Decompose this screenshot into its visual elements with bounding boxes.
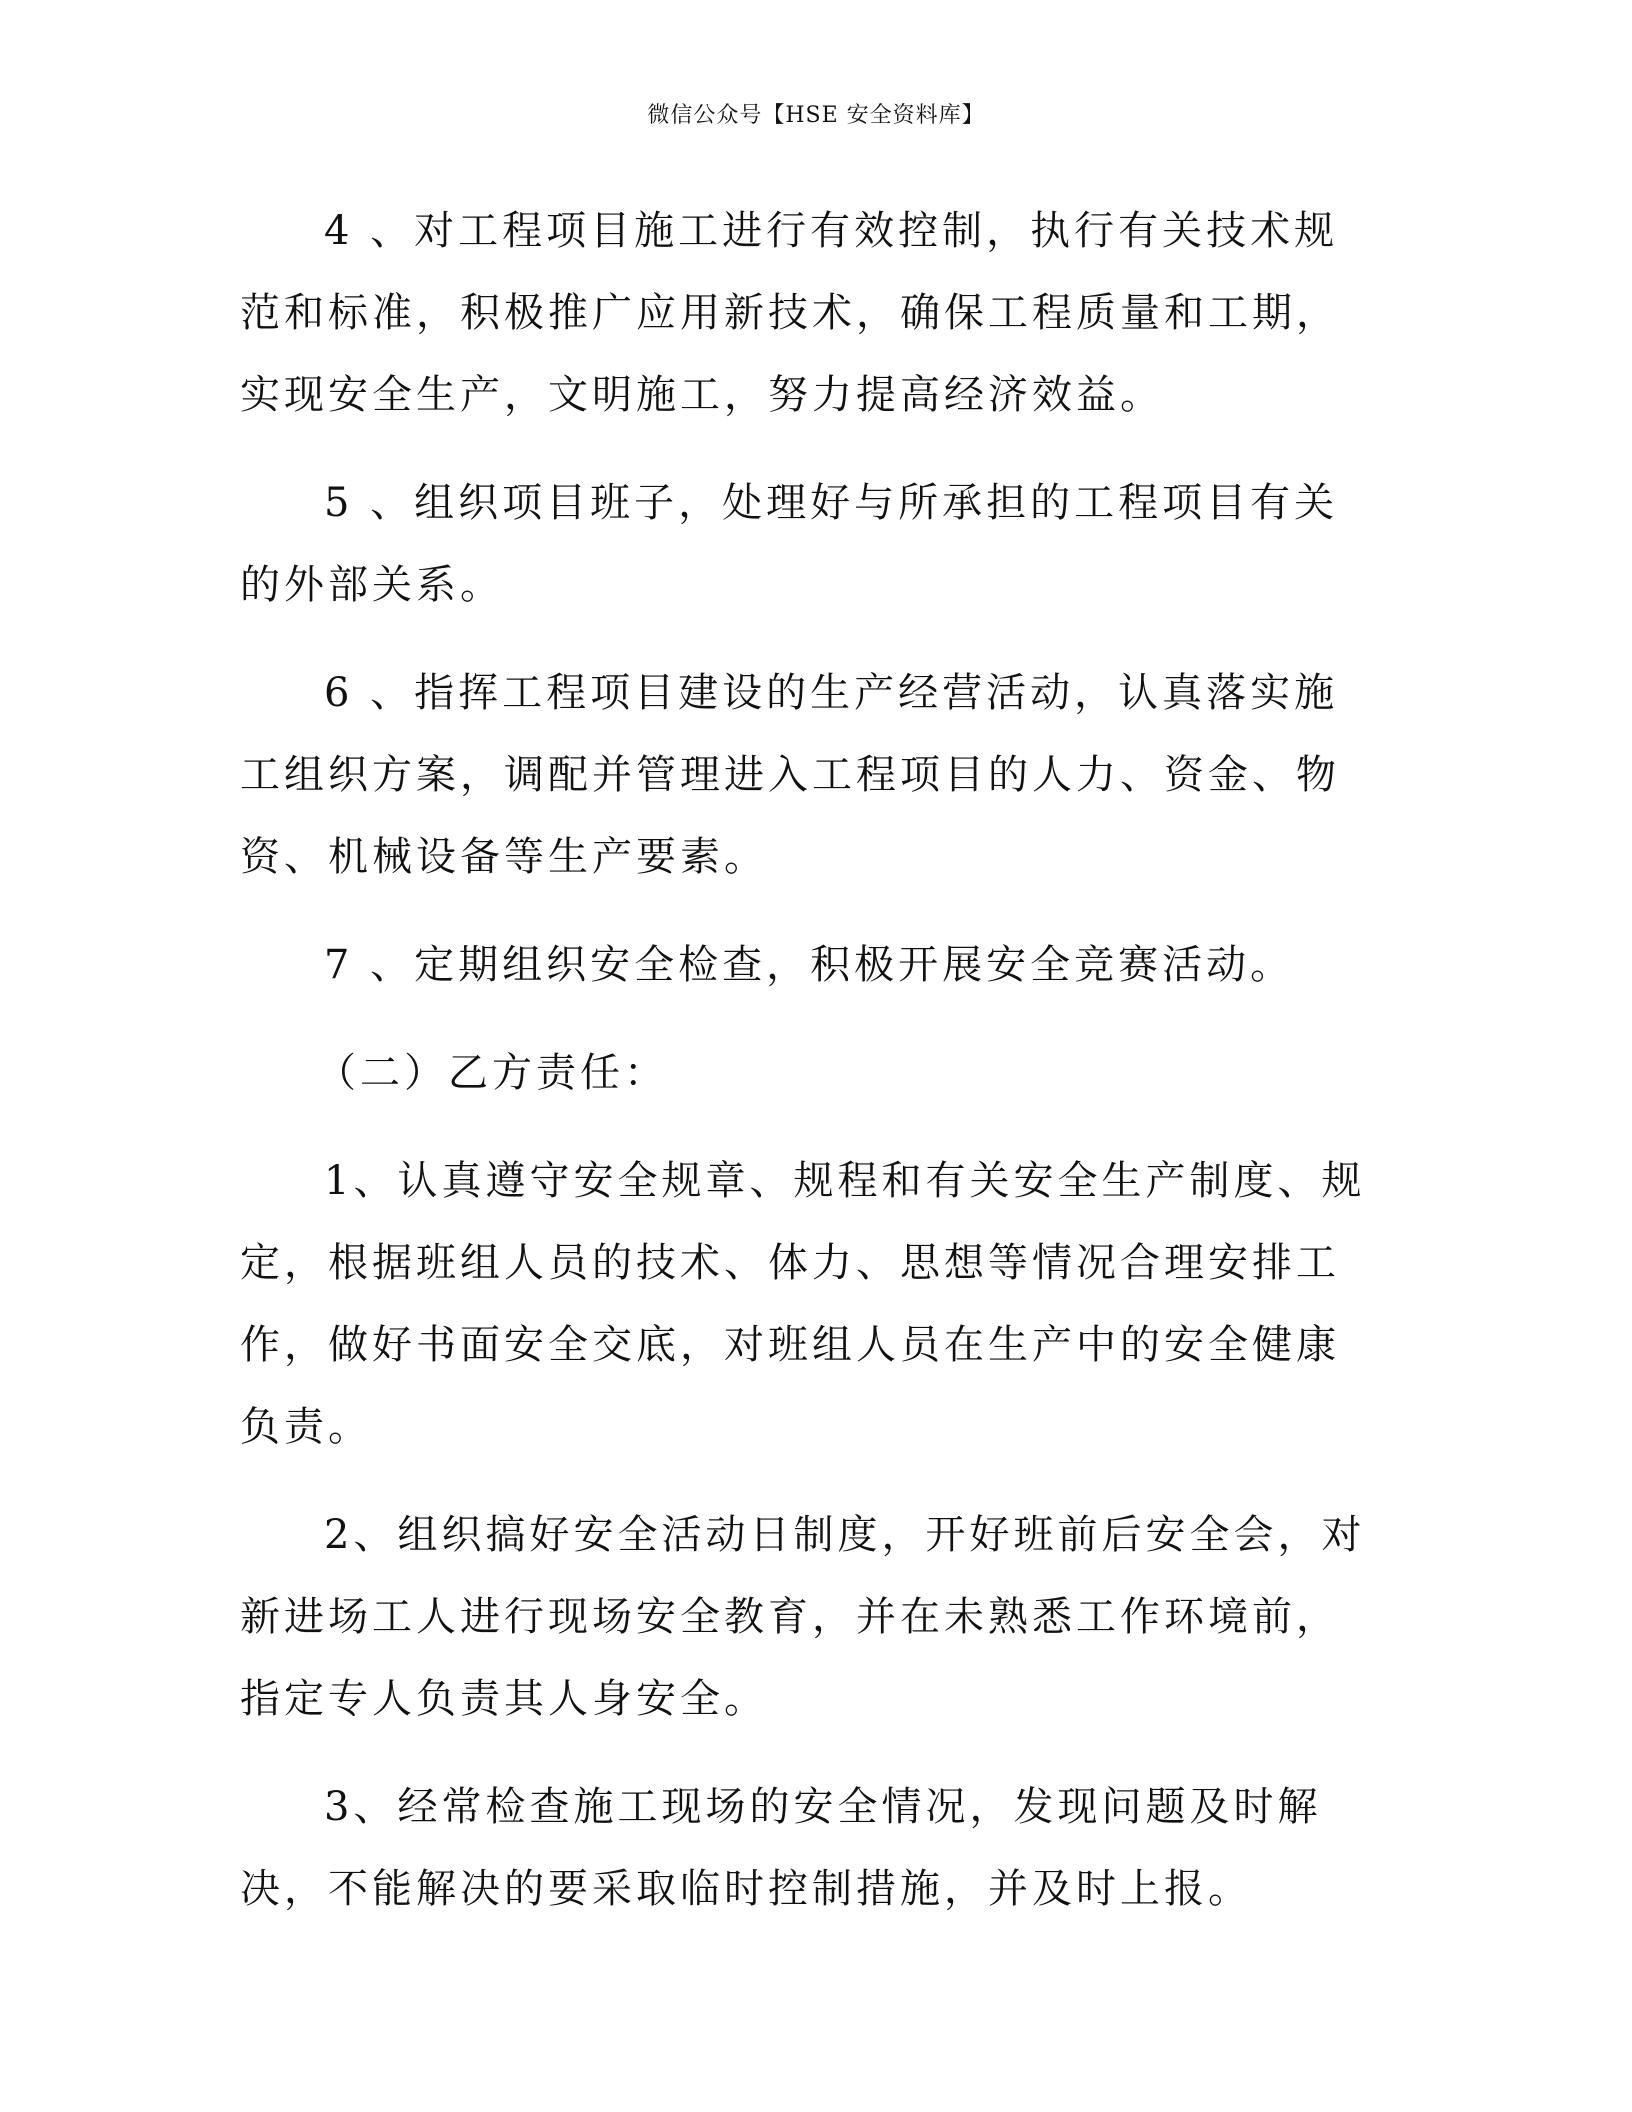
document-body	[240, 190, 1370, 1956]
paragraph-item-6: 6 、指挥工程项目建设的生产经营活动，认真落实施工组织方案，调配并管理进入工程项目的人力、资金、物资、机械设备等生产要素。	[240, 670, 1340, 880]
paragraph-party-b-3: 3、经常检查施工现场的安全情况，发现问题及时解决，不能解决的要采取临时控制措施，并及时上报。	[240, 1784, 1322, 1912]
paragraph-item-4: 4 、对工程项目施工进行有效控制，执行有关技术规范和标准，积极推广应用新技术，确保工程质量和工期，实现安全生产，文明施工，努力提高经济效益。	[240, 208, 1340, 418]
paragraph-party-b-1: 1、认真遵守安全规章、规程和有关安全生产制度、规定，根据班组人员的技术、体力、思想等情况合理安排工作，做好书面安全交底，对班组人员在生产中的安全健康负责。	[240, 1158, 1366, 1450]
section-heading-party-b: （二）乙方责任：	[316, 1050, 668, 1096]
paragraph-item-5: 5 、组织项目班子，处理好与所承担的工程项目有关的外部关系。	[240, 480, 1339, 608]
paragraph-item-7: 7 、定期组织安全检查，积极开展安全竞赛活动。	[324, 942, 1295, 988]
paragraph-party-b-2: 2、组织搞好安全活动日制度，开好班前后安全会，对新进场工人进行现场安全教育，并在未熟悉工作环境前，指定专人负责其人身安全。	[240, 1512, 1366, 1722]
page-header: 微信公众号【HSE 安全资料库】	[647, 103, 985, 128]
